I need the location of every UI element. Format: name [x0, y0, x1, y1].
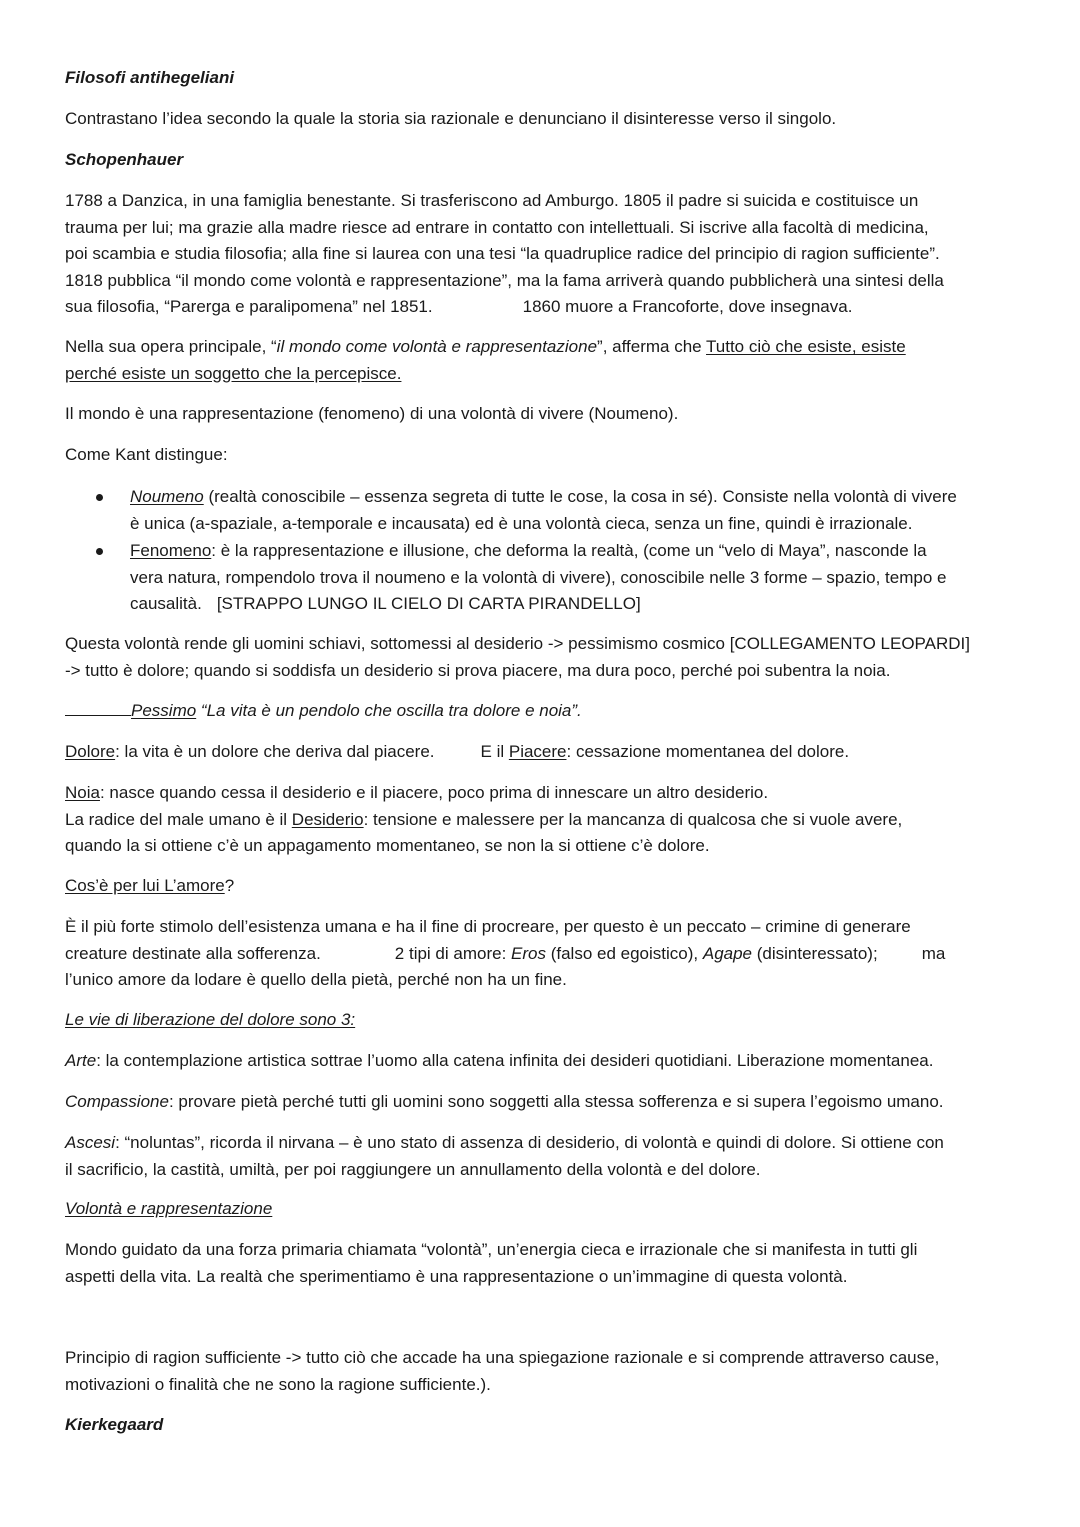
ascesi-term: Ascesi: [65, 1133, 116, 1152]
pessimo-paragraph: [65, 698, 1025, 725]
opera-paragraph: [65, 334, 1025, 387]
ascesi-paragraph: [65, 1130, 1025, 1183]
bullet-icon: [96, 494, 103, 501]
amore-types-pre: 2 tipi di amore:: [394, 943, 512, 963]
bio-line-b: 1860 muore a Francoforte, dove insegnava.: [522, 297, 853, 316]
amore-line-a: creature destinate alla sofferenza.: [65, 943, 321, 963]
agape-term: Agape: [702, 943, 753, 963]
kierkegaard-heading: Kierkegaard: [65, 1415, 164, 1434]
vr-line: Mondo guidato da una forza primaria chiamata “volontà”, un’energia cieca e irrazionale che si manifesta in tutti gli: [65, 1240, 918, 1259]
opera-key-phrase-2: perché esiste un soggetto che la percepisce.: [65, 363, 402, 383]
pessimo-quote: “La vita è un pendolo che oscilla tra dolore e noia”.: [200, 701, 582, 720]
compassione-paragraph: [65, 1089, 1025, 1116]
desiderio-def: : tensione e malessere per la mancanza di qualcosa che si vuole avere,: [363, 809, 903, 829]
noumeno-def-2: è unica (a-spaziale, a-temporale e incausata) ed è una volontà cieca, senza un fine, quindi è irrazionale.: [130, 513, 913, 533]
ragion-sufficiente-paragraph: [65, 1345, 1025, 1398]
prs-line: motivazioni o finalità che ne sono la ragione sufficiente.).: [65, 1374, 491, 1394]
kant-paragraph: Come Kant distingue:: [65, 445, 228, 464]
noumeno-def: (realtà conoscibile – essenza segreta di tutte le cose, la cosa in sé). Consiste nella volontà di vivere: [203, 487, 957, 506]
amore-question-text: Cos’è per lui L’amore: [65, 876, 225, 895]
desiderio-def-2: quando la si ottiene c’è un appagamento momentaneo, se non la si ottiene c’è dolore.: [65, 836, 710, 855]
arte-def: : la contemplazione artistica sottrae l’uomo alla catena infinita dei desideri quotidiani. Liberazione momentanea.: [96, 1051, 934, 1070]
dolore-def: : la vita è un dolore che deriva dal piacere.: [115, 742, 435, 761]
noumeno-fenomeno-list: [65, 484, 1025, 618]
biography-paragraph: [65, 188, 1025, 321]
pessimo-word: Pessimo: [131, 701, 197, 720]
volonta-paragraph: [65, 631, 1025, 684]
arte-paragraph: [65, 1048, 1025, 1075]
amore-line: È il più forte stimolo dell’esistenza umana e ha il fine di procreare, per questo è un peccato – crimine di generare: [65, 917, 911, 936]
piacere-def: : cessazione momentanea del dolore.: [566, 742, 850, 761]
amore-question-mark: ?: [224, 876, 235, 895]
opera-text-2: ”, afferma che: [597, 337, 707, 356]
piacere-term: Piacere: [508, 742, 567, 761]
noia-def: : nasce quando cessa il desiderio e il piacere, poco prima di innescare un altro desiderio.: [99, 783, 769, 802]
ascesi-def: : “noluntas”, ricorda il nirvana – è uno stato di assenza di desiderio, di volontà e quindi di dolore. Si ottiene con: [115, 1133, 944, 1152]
amore-line-c: ma: [921, 943, 946, 963]
amore-line: l’unico amore da lodare è quello della pietà, perché non ha un fine.: [65, 970, 567, 989]
volonta-rappresentazione-paragraph: [65, 1237, 1025, 1290]
opera-text: Nella sua opera principale, “: [65, 337, 277, 356]
schopenhauer-heading: Schopenhauer: [65, 150, 184, 169]
volonta-line: Questa volontà rende gli uomini schiavi, sottomessi al desiderio -> pessimismo cosmico [COLLEGAMENTO LEOPARDI]: [65, 634, 970, 653]
fenomeno-term: Fenomeno: [130, 541, 212, 560]
pirandello-note: [STRAPPO LUNGO IL CIELO DI CARTA PIRANDELLO]: [216, 594, 641, 613]
bio-line: poi scambia e studia filosofia; alla fine si laurea con una tesi “la quadruplice radice del principio di ragion sufficiente”.: [65, 244, 940, 263]
bio-line: [65, 294, 1025, 321]
vr-line: aspetti della vita. La realtà che sperimentiamo è una rappresentazione o un’immagine di questa volontà.: [65, 1266, 848, 1286]
noumeno-term: Noumeno: [130, 487, 204, 506]
list-item: [65, 484, 1025, 537]
fenomeno-def: : è la rappresentazione e illusione, che deforma la realtà, (come un “velo di Maya”, nasconde la: [211, 541, 927, 560]
amore-question: [65, 873, 1025, 900]
agape-def: (disinteressato);: [752, 943, 878, 963]
fenomeno-def-2: vera natura, rompendolo trova il noumeno e la volontà di vivere), conoscibile nelle 3 forme – spazio, tempo e: [130, 567, 947, 587]
desiderio-pre: La radice del male umano è il: [65, 809, 292, 829]
dolore-piacere-paragraph: [65, 739, 1025, 766]
compassione-def: : provare pietà perché tutti gli uomini sono soggetti alla stessa sofferenza e si supera l’egoismo umano.: [168, 1092, 944, 1111]
dolore-term: Dolore: [65, 742, 116, 761]
page-title: Filosofi antihegeliani: [65, 68, 235, 87]
bio-line: 1818 pubblica “il mondo come volontà e rappresentazione”, ma la fama arriverà quando pubblicherà una sintesi della: [65, 270, 944, 290]
vie-heading: Le vie di liberazione del dolore sono 3:: [65, 1010, 356, 1029]
prs-line: Principio di ragion sufficiente -> tutto ciò che accade ha una spiegazione razionale e si comprende attraverso cause,: [65, 1348, 940, 1367]
noia-desiderio-paragraph: [65, 780, 1025, 860]
volonta-rappresentazione-heading: Volontà e rappresentazione: [65, 1199, 273, 1218]
eros-term: Eros: [511, 943, 546, 963]
piacere-pre: E il: [480, 742, 509, 761]
ascesi-def-2: il sacrificio, la castità, umiltà, per poi raggiungere un annullamento della volontà e del dolore.: [65, 1159, 761, 1179]
bio-line: 1788 a Danzica, in una famiglia benestante. Si trasferiscono ad Amburgo. 1805 il padre si suicida e costituisce un: [65, 191, 919, 210]
compassione-term: Compassione: [65, 1092, 169, 1111]
opera-title: il mondo come volontà e rappresentazione: [276, 337, 598, 356]
amore-paragraph: [65, 914, 1025, 994]
bio-line-a: sua filosofia, “Parerga e paralipomena” nel 1851.: [65, 297, 433, 316]
amore-line: [65, 941, 1025, 968]
eros-def: (falso ed egoistico),: [546, 943, 703, 963]
list-item: [65, 538, 1025, 618]
noia-term: Noia: [65, 783, 100, 802]
bio-line: trauma per lui; ma grazie alla madre riesce ad entrare in contatto con intellettuali. Si iscrive alla facoltà di medicina,: [65, 217, 929, 237]
fenomeno-def-3: causalità.: [130, 594, 202, 613]
mondo-paragraph: Il mondo è una rappresentazione (fenomeno) di una volontà di vivere (Noumeno).: [65, 404, 679, 423]
volonta-line: -> tutto è dolore; quando si soddisfa un desiderio si prova piacere, ma dura poco, perché poi subentra la noia.: [65, 660, 891, 680]
intro-paragraph: Contrastano l’idea secondo la quale la storia sia razionale e denunciano il disinteresse verso il singolo.: [65, 109, 837, 128]
arte-term: Arte: [65, 1051, 97, 1070]
opera-key-phrase: Tutto ciò che esiste, esiste: [706, 337, 906, 356]
blank-underline: [65, 714, 131, 716]
desiderio-term: Desiderio: [291, 809, 364, 829]
bullet-icon: [96, 548, 103, 555]
